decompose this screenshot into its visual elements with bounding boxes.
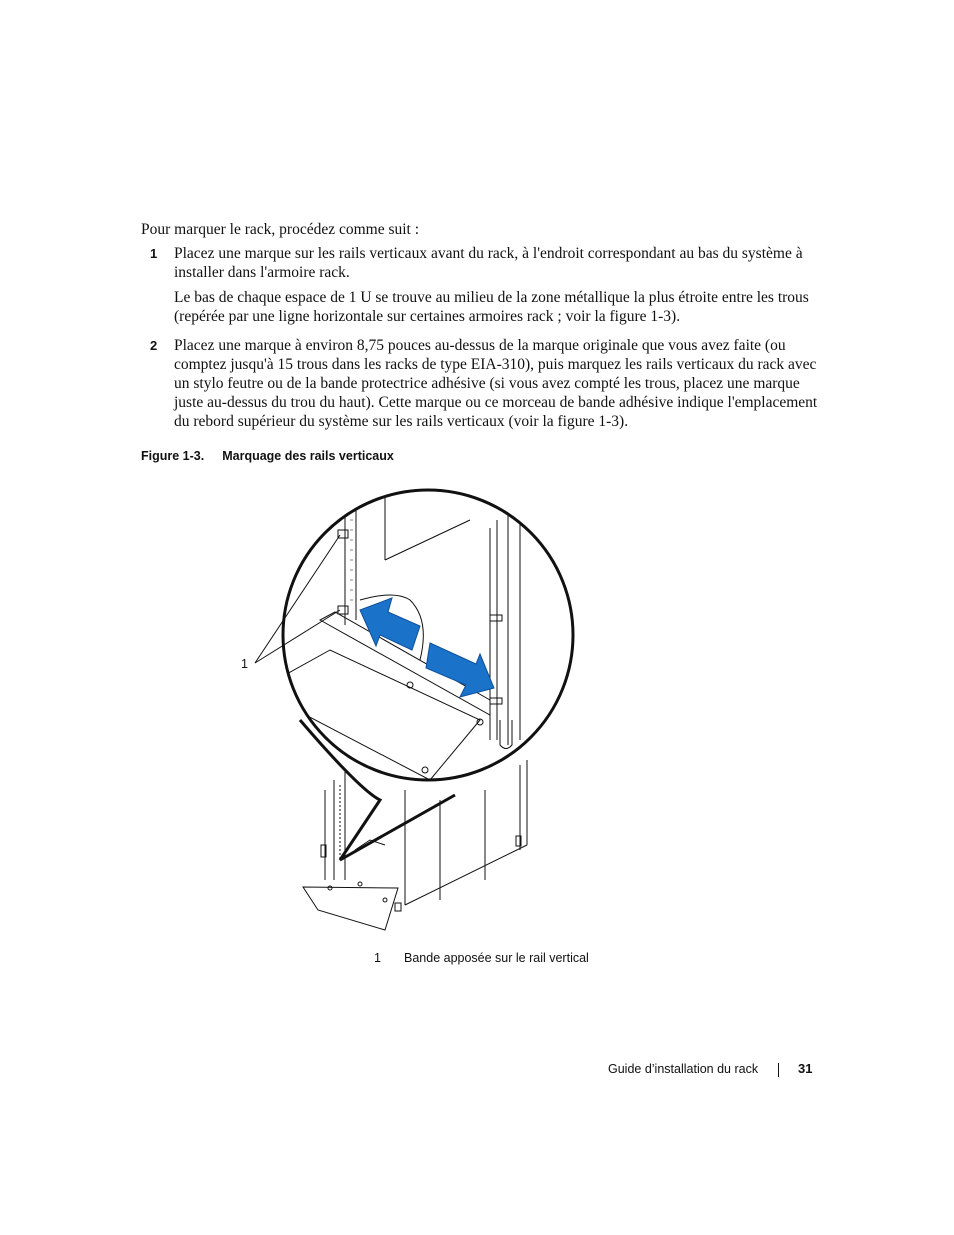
page-number: 31: [798, 1061, 813, 1076]
intro-text: Pour marquer le rack, procédez comme suit :: [141, 221, 420, 238]
figure-caption: [141, 449, 394, 463]
footer-separator: [778, 1063, 779, 1077]
legend-number: 1: [374, 951, 381, 965]
figure-callout-number: 1: [241, 657, 248, 671]
footer-title: Guide d’installation du rack: [608, 1062, 759, 1076]
figure-title: Marquage des rails verticaux: [222, 449, 394, 463]
step-number: 1: [150, 246, 158, 261]
rack-illustration: [230, 480, 590, 935]
figure-label: Figure 1-3.: [141, 449, 205, 463]
rack-cabinet-drawing: [303, 760, 527, 930]
step-number: 2: [150, 338, 158, 353]
direction-arrows: [360, 598, 494, 697]
legend-text: Bande apposée sur le rail vertical: [404, 951, 589, 965]
step-text: Placez une marque sur les rails verticaux avant du rack, à l'endroit correspondant au bas du système à installer dans l'armoire rack.: [174, 245, 803, 281]
step-note: Le bas de chaque espace de 1 U se trouve au milieu de la zone métallique la plus étroite entre les trous (repérée par une ligne horizontale sur certaines armoires rack ; voir la figure 1-3).: [174, 289, 809, 325]
step-text: Placez une marque à environ 8,75 pouces au-dessus de la marque originale que vous avez faite (ou comptez jusqu'à 15 trous dans les racks de type EIA-310), puis marquez les rails verticaux du rack avec un stylo feutre ou de la bande protectrice adhésive (si vous avez compté les trous, placez une marque juste au-dessus du trou du haut). Cette marque ou ce morceau de bande adhésive indique l'emplacement du rebord supérieur du système sur les rails verticaux (voir la figure 1-3).: [174, 337, 818, 430]
